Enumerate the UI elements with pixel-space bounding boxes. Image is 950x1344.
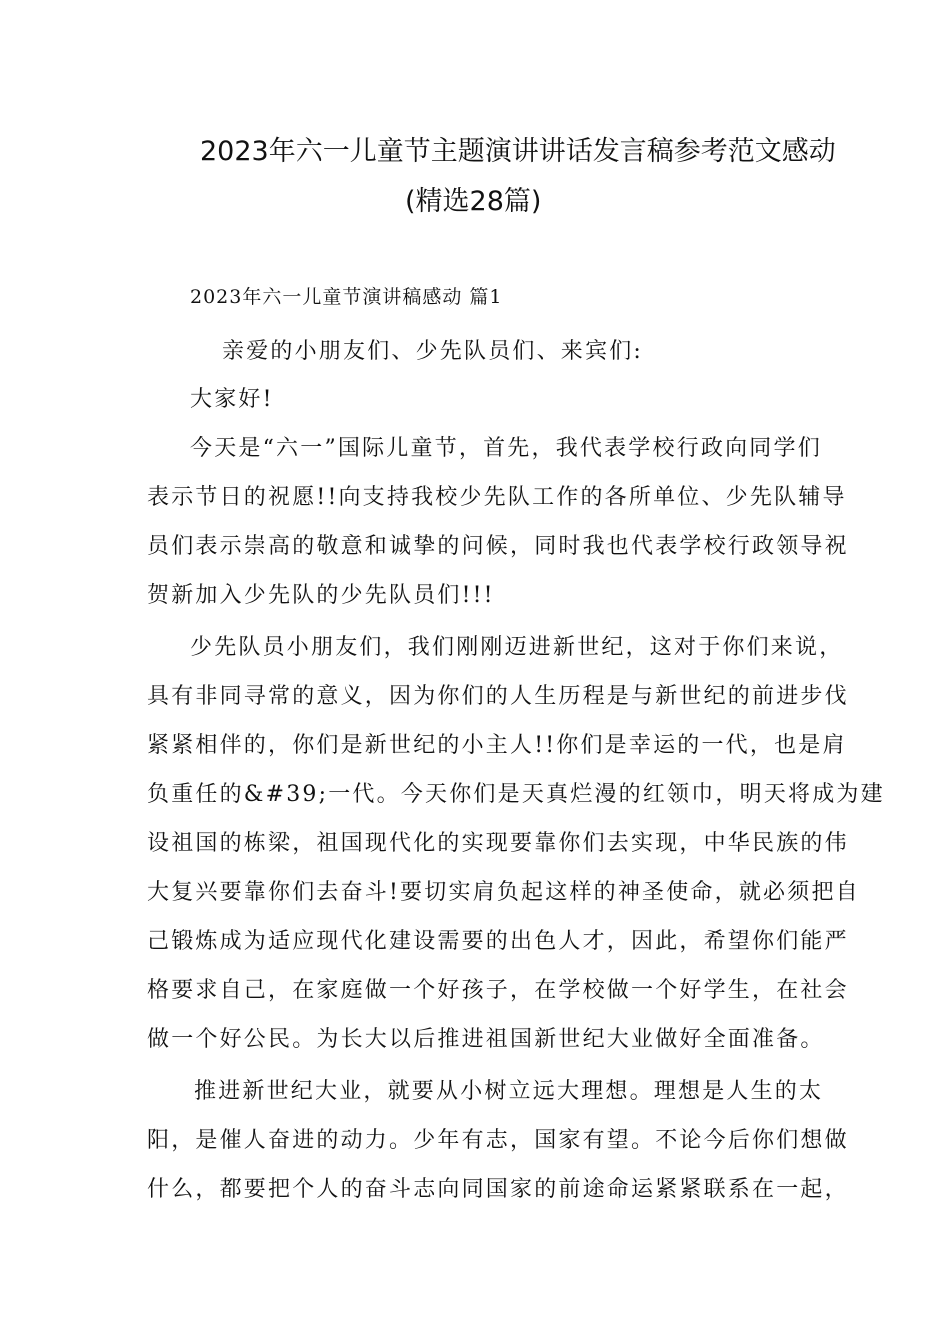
paragraph-line: 员们表示崇高的敬意和诚挚的问候，同时我也代表学校行政领导祝 xyxy=(147,534,849,559)
paragraph-line: 己锻炼成为适应现代化建设需要的出色人才，因此，希望你们能严 xyxy=(147,929,849,954)
section-heading: 2023年六一儿童节演讲稿感动 篇1 xyxy=(190,286,503,308)
paragraph-line: 今天是“六一”国际儿童节，首先，我代表学校行政向同学们 xyxy=(190,436,822,461)
paragraph-line: 少先队员小朋友们，我们刚刚迈进新世纪，这对于你们来说， xyxy=(190,635,844,660)
paragraph-line: 大复兴要靠你们去奋斗!要切实肩负起这样的神圣使命，就必须把自 xyxy=(147,880,860,905)
document-title-line-1: 2023年六一儿童节主题演讲讲话发言稿参考范文感动 xyxy=(200,136,836,167)
paragraph-line: 什么，都要把个人的奋斗志向同国家的前途命运紧紧联系在一起， xyxy=(147,1177,849,1202)
paragraph-line: 具有非同寻常的意义，因为你们的人生历程是与新世纪的前进步伐 xyxy=(147,684,849,709)
greeting: 亲爱的小朋友们、少先队员们、来宾们: xyxy=(222,339,644,364)
document-title-line-2: (精选28篇) xyxy=(405,186,542,217)
paragraph-line: 紧紧相伴的，你们是新世纪的小主人!!你们是幸运的一代，也是肩 xyxy=(147,733,847,758)
paragraph-line: 阳，是催人奋进的动力。少年有志，国家有望。不论今后你们想做 xyxy=(147,1128,849,1153)
paragraph-line: 格要求自己，在家庭做一个好孩子，在学校做一个好学生，在社会 xyxy=(147,978,849,1003)
paragraph-line: 表示节日的祝愿!!向支持我校少先队工作的各所单位、少先队辅导 xyxy=(147,485,847,510)
paragraph-line: 做一个好公民。为长大以后推进祖国新世纪大业做好全面准备。 xyxy=(147,1027,825,1052)
paragraph-line: 设祖国的栋梁，祖国现代化的实现要靠你们去实现，中华民族的伟 xyxy=(147,831,849,856)
paragraph-line: 贺新加入少先队的少先队员们!!! xyxy=(147,583,495,608)
salutation: 大家好! xyxy=(190,387,274,412)
paragraph-line: 推进新世纪大业，就要从小树立远大理想。理想是人生的太 xyxy=(194,1079,824,1104)
paragraph-line: 负重任的&#39;一代。今天你们是天真烂漫的红领巾，明天将成为建 xyxy=(147,782,885,807)
